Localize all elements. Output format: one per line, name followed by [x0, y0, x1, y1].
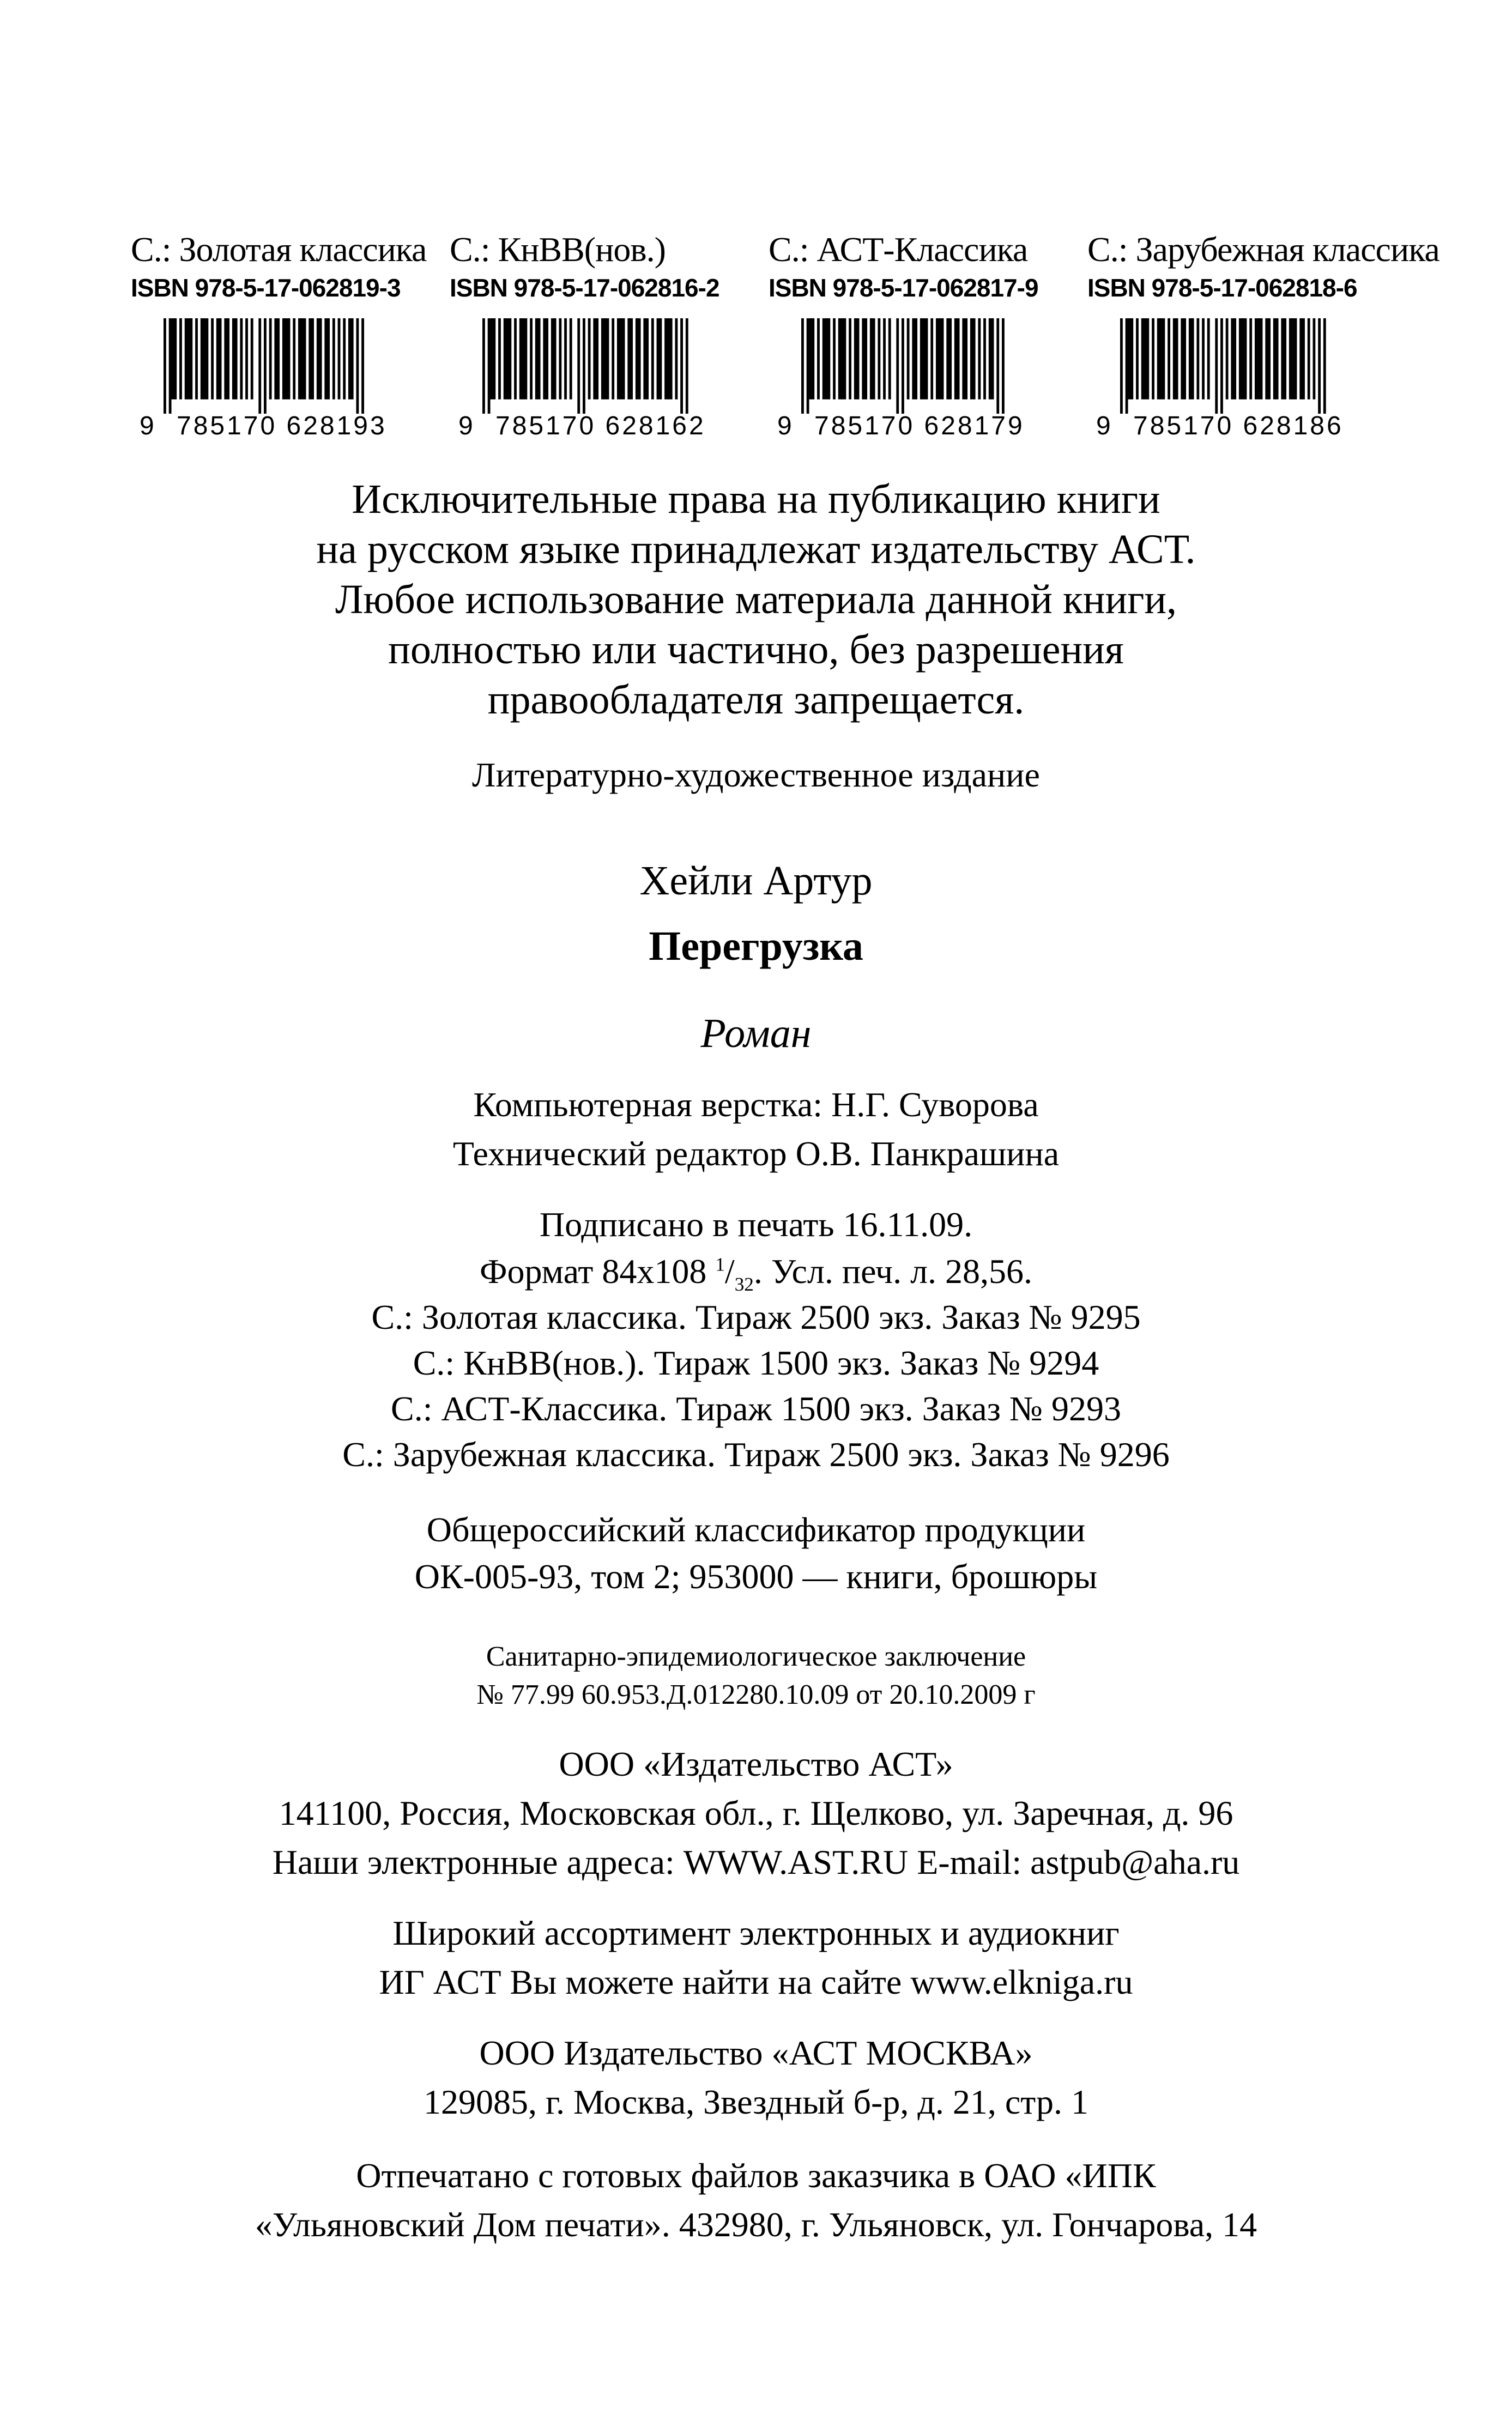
ebooks-line: Широкий ассортимент электронных и аудиокниг	[392, 1914, 1120, 1952]
edition-type: Литературно-художественное издание	[472, 755, 1040, 794]
barcode-bars	[801, 318, 1052, 414]
barcode-lead-digit: 9	[458, 411, 473, 440]
rights-line: правообладателя запрещается.	[487, 677, 1025, 723]
isbn-number: ISBN 978-5-17-062819-3	[131, 274, 401, 302]
edition-block	[1087, 229, 1440, 444]
credit-line: Компьютерная верстка: Н.Г. Суворова	[473, 1085, 1039, 1124]
publisher-name: ООО «Издательство АСТ»	[559, 1745, 953, 1783]
format-numerator: 1	[715, 1254, 725, 1275]
print-run: С.: Зарубежная классика. Тираж 2500 экз. Заказ № 9296	[342, 1435, 1170, 1474]
rights-line: на русском языке принадлежат издательству АСТ.	[316, 526, 1196, 572]
format-prefix: Формат 84x108	[479, 1252, 716, 1291]
isbn-number: ISBN 978-5-17-062818-6	[1087, 274, 1357, 302]
sanitary-line: Санитарно-эпидемиологическое заключение	[486, 1641, 1026, 1672]
classifier-line: ОК-005-93, том 2; 953000 — книги, брошюры	[414, 1557, 1098, 1596]
barcode-digits: 785170 628179	[814, 411, 1025, 440]
format-suffix: . Усл. печ. л. 28,56.	[753, 1252, 1033, 1291]
barcode-lead-digit: 9	[1096, 411, 1111, 440]
publisher-contacts: Наши электронные адреса: WWW.AST.RU E-mail: astpub@aha.ru	[272, 1843, 1240, 1881]
moscow-address: 129085, г. Москва, Звездный б-р, д. 21, стр. 1	[423, 2083, 1089, 2121]
edition-block	[769, 229, 1087, 444]
barcode	[131, 318, 450, 444]
series-name: С.: Золотая классика	[131, 230, 427, 269]
barcode-digits: 785170 628162	[495, 411, 706, 440]
printer-line: «Ульяновский Дом печати». 432980, г. Ульяновск, ул. Гончарова, 14	[255, 2205, 1257, 2244]
series-name: С.: КнВВ(нов.)	[450, 230, 666, 269]
barcode	[450, 318, 769, 444]
edition-block	[131, 229, 450, 444]
sanitary-line: № 77.99 60.953.Д.012280.10.09 от 20.10.2009 г	[476, 1679, 1036, 1710]
barcode-digits: 785170 628193	[177, 411, 387, 440]
series-name: С.: АСТ-Классика	[769, 230, 1028, 269]
isbn-number: ISBN 978-5-17-062817-9	[769, 274, 1038, 302]
edition-block	[450, 229, 769, 444]
barcode-row	[131, 229, 1440, 444]
barcode-bars	[164, 318, 414, 414]
print-run: С.: Золотая классика. Тираж 2500 экз. Заказ № 9295	[371, 1298, 1141, 1336]
barcode-bars	[1120, 318, 1371, 414]
barcode	[769, 318, 1087, 444]
book-title: Перегрузка	[649, 923, 863, 969]
publisher-address: 141100, Россия, Московская обл., г. Щелково, ул. Заречная, д. 96	[279, 1794, 1233, 1832]
print-run: С.: АСТ-Классика. Тираж 1500 экз. Заказ № 9293	[391, 1389, 1121, 1428]
ebooks-line: ИГ АСТ Вы можете найти на сайте www.elkniga.ru	[379, 1963, 1133, 2001]
author: Хейли Артур	[639, 858, 873, 904]
barcode-lead-digit: 9	[777, 411, 792, 440]
barcode	[1087, 318, 1406, 444]
signed-date: Подписано в печать 16.11.09.	[539, 1205, 973, 1244]
series-name: С.: Зарубежная классика	[1087, 230, 1440, 269]
printer-line: Отпечатано с готовых файлов заказчика в ОАО «ИПК	[356, 2156, 1156, 2195]
print-run: С.: КнВВ(нов.). Тираж 1500 экз. Заказ № 9294	[413, 1343, 1099, 1382]
rights-line: Исключительные права на публикацию книги	[352, 476, 1160, 522]
genre: Роман	[700, 1010, 812, 1056]
moscow-publisher: ООО Издательство «АСТ МОСКВА»	[479, 2033, 1033, 2072]
credit-line: Технический редактор О.В. Панкрашина	[452, 1134, 1060, 1173]
rights-line: Любое использование материала данной книги,	[335, 577, 1177, 622]
isbn-number: ISBN 978-5-17-062816-2	[450, 274, 719, 302]
format-line: Формат 84x108 $^1/_{32}$. Усл. печ. л. 28,56.	[479, 1252, 1033, 1295]
format-denominator: 32	[734, 1273, 754, 1295]
barcode-bars	[482, 318, 733, 414]
rights-line: полностью или частично, без разрешения	[388, 627, 1124, 673]
classifier-line: Общероссийский классификатор продукции	[426, 1510, 1086, 1549]
barcode-digits: 785170 628186	[1133, 411, 1344, 440]
barcode-lead-digit: 9	[140, 411, 154, 440]
